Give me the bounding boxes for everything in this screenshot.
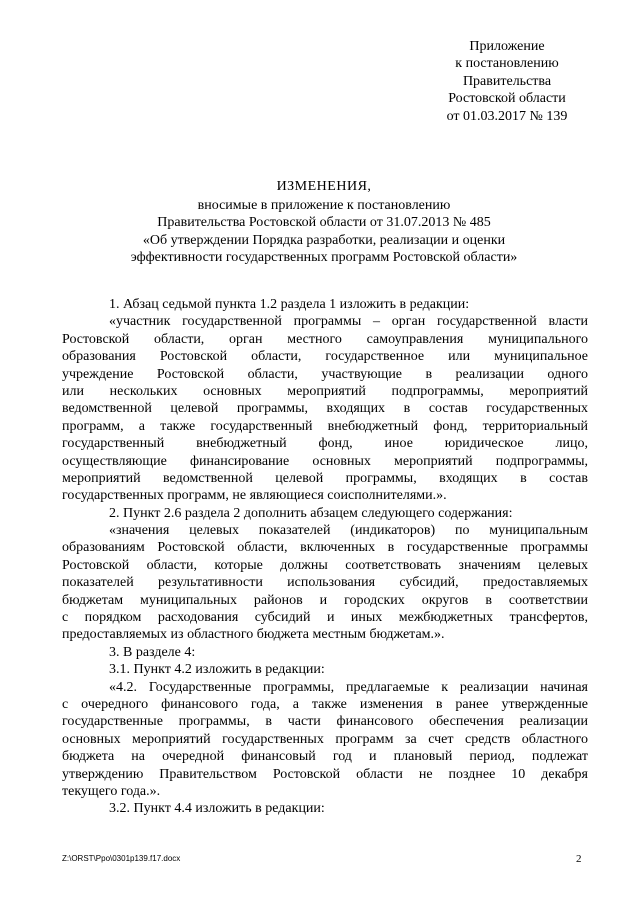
heading-line: «Об утверждении Порядка разработки, реализации и оценки	[142, 232, 506, 248]
heading-line: вносимые в приложение к постановлению	[197, 197, 451, 213]
paragraph-line: учреждение Ростовской области, участвующие в реализации одного	[62, 366, 588, 382]
paragraph-line: образованиям Ростовской области, включенных в государственные программы	[62, 540, 588, 556]
paragraph-line: бюджетам муниципальных районов и городских округов в соответствии	[62, 592, 588, 608]
appendix-line: Правительства	[462, 73, 552, 89]
paragraph-line: 2. Пункт 2.6 раздела 2 дополнить абзацем следующего содержания:	[109, 505, 513, 521]
footer-file-path: Z:\ORST\Ppo\0301p139.f17.docx	[62, 854, 181, 863]
document-heading	[60, 178, 588, 267]
paragraph-line: государственный внебюджетный фонд, иное юридическое лицо,	[62, 436, 588, 452]
document-body	[62, 296, 588, 818]
paragraph-line: Ростовской области, которые должны соответствовать значениям целевых	[62, 557, 588, 573]
page-number: 2	[576, 853, 582, 865]
paragraph-line: «4.2. Государственные программы, предлагаемые к реализации начиная	[109, 679, 588, 695]
paragraph-line: Ростовской области, орган местного самоуправления муниципального	[62, 331, 588, 347]
appendix-header	[432, 38, 582, 125]
paragraph-line: образования Ростовской области, государственное или муниципальное	[62, 349, 588, 365]
appendix-line: к постановлению	[455, 56, 559, 72]
paragraph-line: 3. В разделе 4:	[109, 644, 196, 660]
paragraph-line: «участник государственной программы – орган государственной власти	[109, 314, 588, 330]
paragraph-line: с порядком расходования субсидий и иных межбюджетных трансфертов,	[62, 610, 588, 626]
paragraph-line: программ, а также государственный внебюджетный фонд, территориальный	[62, 418, 588, 434]
paragraph-line: 3.1. Пункт 4.2 изложить в редакции:	[109, 662, 325, 678]
paragraph-line: показателей результативности использования субсидий, предоставляемых	[62, 575, 588, 591]
paragraph-line: 3.2. Пункт 4.4 изложить в редакции:	[109, 801, 325, 817]
paragraph-line: с очередного финансового года, а также изменения в ранее утвержденные	[62, 696, 588, 712]
heading-line: эффективности государственных программ Ростовской области»	[130, 250, 518, 265]
paragraph-line: государственных программ, не являющиеся соисполнителями.».	[62, 488, 447, 504]
paragraph-line: предоставляемых из областного бюджета местным бюджетам.».	[62, 627, 445, 643]
heading-line: Правительства Ростовской области от 31.07.2013 № 485	[157, 215, 491, 230]
paragraph-line: ведомственной целевой программы, входящих в состав государственных	[62, 401, 588, 417]
paragraph-line: основных мероприятий государственных программ за счет средств областного	[62, 731, 588, 747]
paragraph-line: текущего года.».	[62, 783, 161, 799]
appendix-line: от 01.03.2017 № 139	[446, 108, 568, 124]
appendix-line: Приложение	[469, 39, 545, 54]
paragraph-line: «значения целевых показателей (индикаторов) по муниципальным	[109, 523, 588, 539]
paragraph-line: государственные программы, в части финансового обеспечения реализации	[62, 714, 588, 730]
paragraph-line: бюджета на очередной финансовый год и плановый период, подлежат	[62, 749, 588, 765]
appendix-line: Ростовской области	[448, 91, 566, 107]
paragraph-line: осуществляющие финансирование основных мероприятий подпрограммы,	[62, 453, 588, 469]
paragraph-line: 1. Абзац седьмой пункта 1.2 раздела 1 изложить в редакции:	[109, 297, 470, 312]
paragraph-line: или нескольких основных мероприятий подпрограммы, мероприятий	[62, 383, 588, 399]
paragraph-line: мероприятий ведомственной целевой программы, входящих в состав	[62, 470, 588, 486]
heading-title: ИЗМЕНЕНИЯ,	[276, 179, 372, 194]
paragraph-line: утверждению Правительством Ростовской области не позднее 10 декабря	[62, 766, 588, 782]
